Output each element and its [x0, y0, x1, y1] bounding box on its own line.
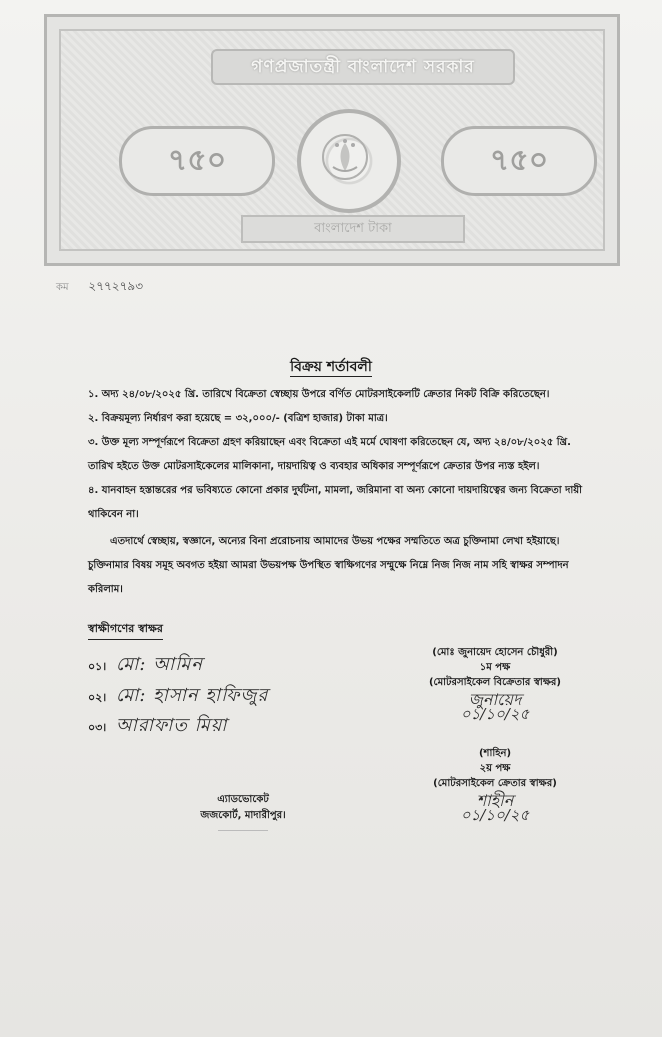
- stamp-paper: [44, 14, 620, 266]
- seller-block: [405, 645, 585, 722]
- term-2: ২. বিক্রয়মূল্য নির্ধারণ করা হয়েছে = ৩২,০০০/- (বত্রিশ হাজার) টাকা মাত্র।: [88, 413, 388, 424]
- seller-name: (মোঃ জুনায়েদ হোসেন চৌধুরী): [432, 647, 558, 658]
- witness-signature: আরাফাত মিয়া: [115, 715, 228, 736]
- term-4: ৪. যানবাহন হস্তান্তরের পর ভবিষ্যতে কোনো প্রকার দুর্ঘটনা, মামলা, জরিমানা বা অন্য কোনো দায়দায়িত্বের জন্য বিক্রেতা দায়ী থাকিবেন না।: [88, 485, 583, 520]
- serial-value: ২৭৭২৭৯৩: [88, 279, 143, 293]
- stamp-border: [59, 29, 605, 251]
- advocate-block: [178, 792, 308, 831]
- advocate-title: এ্যাডভোকেট: [217, 794, 269, 805]
- seller-label: (মোটরসাইকেল বিক্রেতার স্বাক্ষর): [428, 677, 562, 688]
- page-title: [0, 355, 662, 379]
- emblem-icon: [297, 109, 401, 213]
- term-1: ১. অদ্য ২৪/০৮/২০২৫ খ্রি. তারিখে বিক্রেতা স্বেচ্ছায় উপরে বর্ণিত মোটরসাইকেলটি ক্রেতার নিকট বিক্রি করিতেছেন।: [88, 389, 550, 400]
- serial-prefix: কম: [56, 282, 69, 293]
- witness-row: [88, 650, 203, 681]
- buyer-date: ০১/১০/২৫: [460, 806, 530, 824]
- witness-signature: মো: হাসান হাফিজুর: [115, 685, 269, 706]
- witness-number: ০৩।: [88, 721, 107, 734]
- term-3: ৩. উক্ত মূল্য সম্পূর্ণরূপে বিক্রেতা গ্রহণ করিয়াছেন এবং বিক্রেতা এই মর্মে ঘোষণা করিতেছেন যে, অদ্য ২৪/০৮/২০২৫ খ্রি. তারিখ হইতে উক্ত মোটরসাইকেলের মালিকানা, দায়দায়িত্ব ও ব্যবহার অধিকার সম্পূর্ণরূপে ক্রেতার উপর ন্যস্ত হইল।: [88, 437, 571, 472]
- stamp-value-left: ৭৫০: [119, 126, 275, 196]
- divider: [218, 830, 268, 831]
- witness-row: [88, 681, 268, 712]
- buyer-label: (মোটরসাইকেল ক্রেতার স্বাক্ষর): [433, 778, 557, 789]
- stamp-title: গণপ্রজাতন্ত্রী বাংলাদেশ সরকার: [211, 49, 515, 85]
- witness-number: ০২।: [88, 691, 107, 704]
- stamp-bottom-label: বাংলাদেশ টাকা: [241, 215, 465, 243]
- buyer-role: ২য় পক্ষ: [479, 763, 511, 774]
- witness-signature: মো: আমিন: [115, 654, 204, 675]
- serial-number: [56, 278, 143, 298]
- witness-row: [88, 711, 228, 742]
- declaration: এতদার্থে স্বেচ্ছায়, স্বজ্ঞানে, অন্যের বিনা প্ররোচনায় আমাদের উভয় পক্ষের সম্মতিতে অত্র চুক্তিনামা লেখা হইয়াছে। চুক্তিনামার বিষয় সমূহ অবগত হইয়া আমরা উভয়পক্ষ উপস্থিত স্বাক্ষিগণের সম্মুক্ষে নিম্নে নিজ নিজ নাম সহি স্বাক্ষর সম্পাদন করিলাম।: [88, 536, 569, 595]
- buyer-signature: শাহীন: [476, 791, 514, 810]
- buyer-block: [405, 746, 585, 823]
- seller-date: ০১/১০/২৫: [460, 705, 530, 723]
- seller-signature: জুনায়েদ: [468, 690, 522, 709]
- stamp-value-right: ৭৫০: [441, 126, 597, 196]
- witnesses-title: স্বাক্ষীগণের স্বাক্ষর: [88, 620, 163, 640]
- page-title-text: বিক্রয় শর্তাবলী: [290, 359, 372, 375]
- witness-number: ০১।: [88, 660, 107, 673]
- buyer-name: (শাহিন): [478, 748, 512, 759]
- seller-role: ১ম পক্ষ: [479, 662, 511, 673]
- advocate-court: জজকোর্ট, মাদারীপুর।: [200, 810, 286, 821]
